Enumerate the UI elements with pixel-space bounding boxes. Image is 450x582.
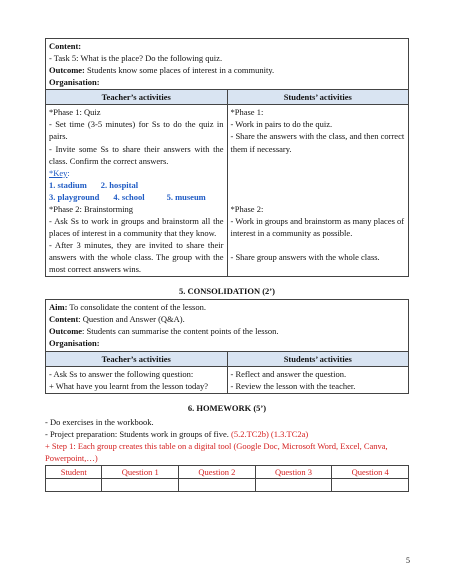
homework-col-question-3: Question 3 (255, 466, 332, 479)
aim-label: Aim: (49, 302, 68, 313)
key-answer-4: 4. school (113, 191, 145, 202)
students-work-groups: - Work in groups and brainstorm as many places of interest in a community as possible. (230, 215, 405, 238)
consolidation-students-1: - Reflect and answer the question. (230, 368, 347, 379)
students-share-group: - Share group answers with the whole class. (230, 251, 380, 262)
homework-col-question-1: Question 1 (102, 466, 179, 479)
consolidation-outcome-text: : Students can summarise the content points of the lesson. (82, 326, 279, 337)
homework-codes: (5.2.TC2b) (1.3.TC2a) (231, 428, 309, 439)
teacher-phase2: *Phase 2: Brainstorming (49, 203, 134, 214)
consolidation-teacher-header: Teacher’s activities (46, 351, 228, 366)
activities-table (45, 38, 409, 277)
key-answers-row-2 (49, 191, 224, 203)
key-answer-5: 5. museum (166, 191, 206, 202)
students-work-pairs: - Work in pairs to do the quiz. (230, 119, 333, 130)
students-header: Students’ activities (227, 90, 409, 105)
content-label: Content: (49, 41, 82, 51)
key-answer-3: 3. playground (49, 191, 100, 202)
students-phase1: *Phase 1: (230, 107, 264, 118)
homework-line-2-text: - Project preparation: Students work in groups of five. (45, 428, 232, 439)
content-cell (46, 39, 409, 90)
homework-step-1: + Step 1: Each group creates this table on a digital tool (Google Doc, Microsoft Word, Excel, Canva, Powerpoint,…) (45, 440, 388, 463)
consolidation-outcome-line (49, 325, 405, 337)
consolidation-content-label: Content (49, 314, 79, 325)
consolidation-teacher-1: - Ask Ss to answer the following question: (49, 368, 194, 379)
key-label: *Key (49, 167, 68, 178)
teacher-ask-groups: - Ask Ss to work in groups and brainstorm all the places of interest in a community that they know. (49, 215, 224, 238)
consolidation-info-cell (46, 300, 409, 351)
homework-table-empty-row (46, 479, 409, 492)
aim-text: To consolidate the content of the lesson. (67, 302, 206, 313)
consolidation-students-cell (227, 366, 409, 393)
teacher-header: Teacher’s activities (46, 90, 228, 105)
students-phase2: *Phase 2: (230, 203, 264, 214)
consolidation-content-text: : Question and Answer (Q&A). (78, 314, 185, 325)
key-answer-1: 1. stadium (49, 179, 87, 190)
consolidation-students-header: Students’ activities (227, 351, 409, 366)
teacher-phase1: *Phase 1: Quiz (49, 107, 101, 118)
organisation-label: Organisation: (49, 77, 100, 88)
homework-line-1: - Do exercises in the workbook. (45, 416, 154, 427)
teacher-invite: - Invite some Ss to share their answers with the class. Confirm the correct answers. (49, 143, 224, 166)
document-page (45, 38, 409, 492)
outcome-line (49, 64, 405, 76)
outcome-label: Outcome: (49, 65, 85, 76)
outcome-text: Students know some places of interest in a community. (84, 65, 275, 76)
homework-line-2 (45, 428, 409, 440)
teacher-after3: - After 3 minutes, they are invited to share their answers with the whole class. The group with the most correct answers wins. (49, 240, 224, 275)
homework-col-student: Student (46, 466, 102, 479)
consolidation-title: 5. CONSOLIDATION (2’) (179, 286, 275, 297)
students-activities-cell (227, 105, 409, 277)
consolidation-teacher-2: + What have you learnt from the lesson today? (49, 380, 209, 391)
key-answers-row-1 (49, 179, 224, 191)
students-share: - Share the answers with the class, and then correct them if necessary. (230, 131, 405, 154)
key-answer-2: 2. hospital (100, 179, 139, 190)
homework-col-question-4: Question 4 (332, 466, 409, 479)
consolidation-students-2: - Review the lesson with the teacher. (230, 380, 356, 391)
homework-table-header-row (46, 466, 409, 479)
consolidation-teacher-cell (46, 366, 228, 393)
homework-title: 6. HOMEWORK (5’) (187, 402, 267, 413)
consolidation-organisation-label: Organisation: (49, 338, 100, 349)
teacher-activities-cell (46, 105, 228, 277)
consolidation-content-line (49, 313, 405, 325)
consolidation-table (45, 299, 409, 393)
page-number: 5 (406, 555, 410, 565)
task-line: - Task 5: What is the place? Do the following quiz. (49, 53, 223, 64)
aim-line (49, 301, 405, 313)
homework-table (45, 465, 409, 492)
key-heading: *Key: (49, 167, 70, 178)
consolidation-outcome-label: Outcome (49, 326, 83, 337)
homework-col-question-2: Question 2 (179, 466, 256, 479)
teacher-set-time: - Set time (3-5 minutes) for Ss to do the quiz in pairs. (49, 119, 224, 142)
